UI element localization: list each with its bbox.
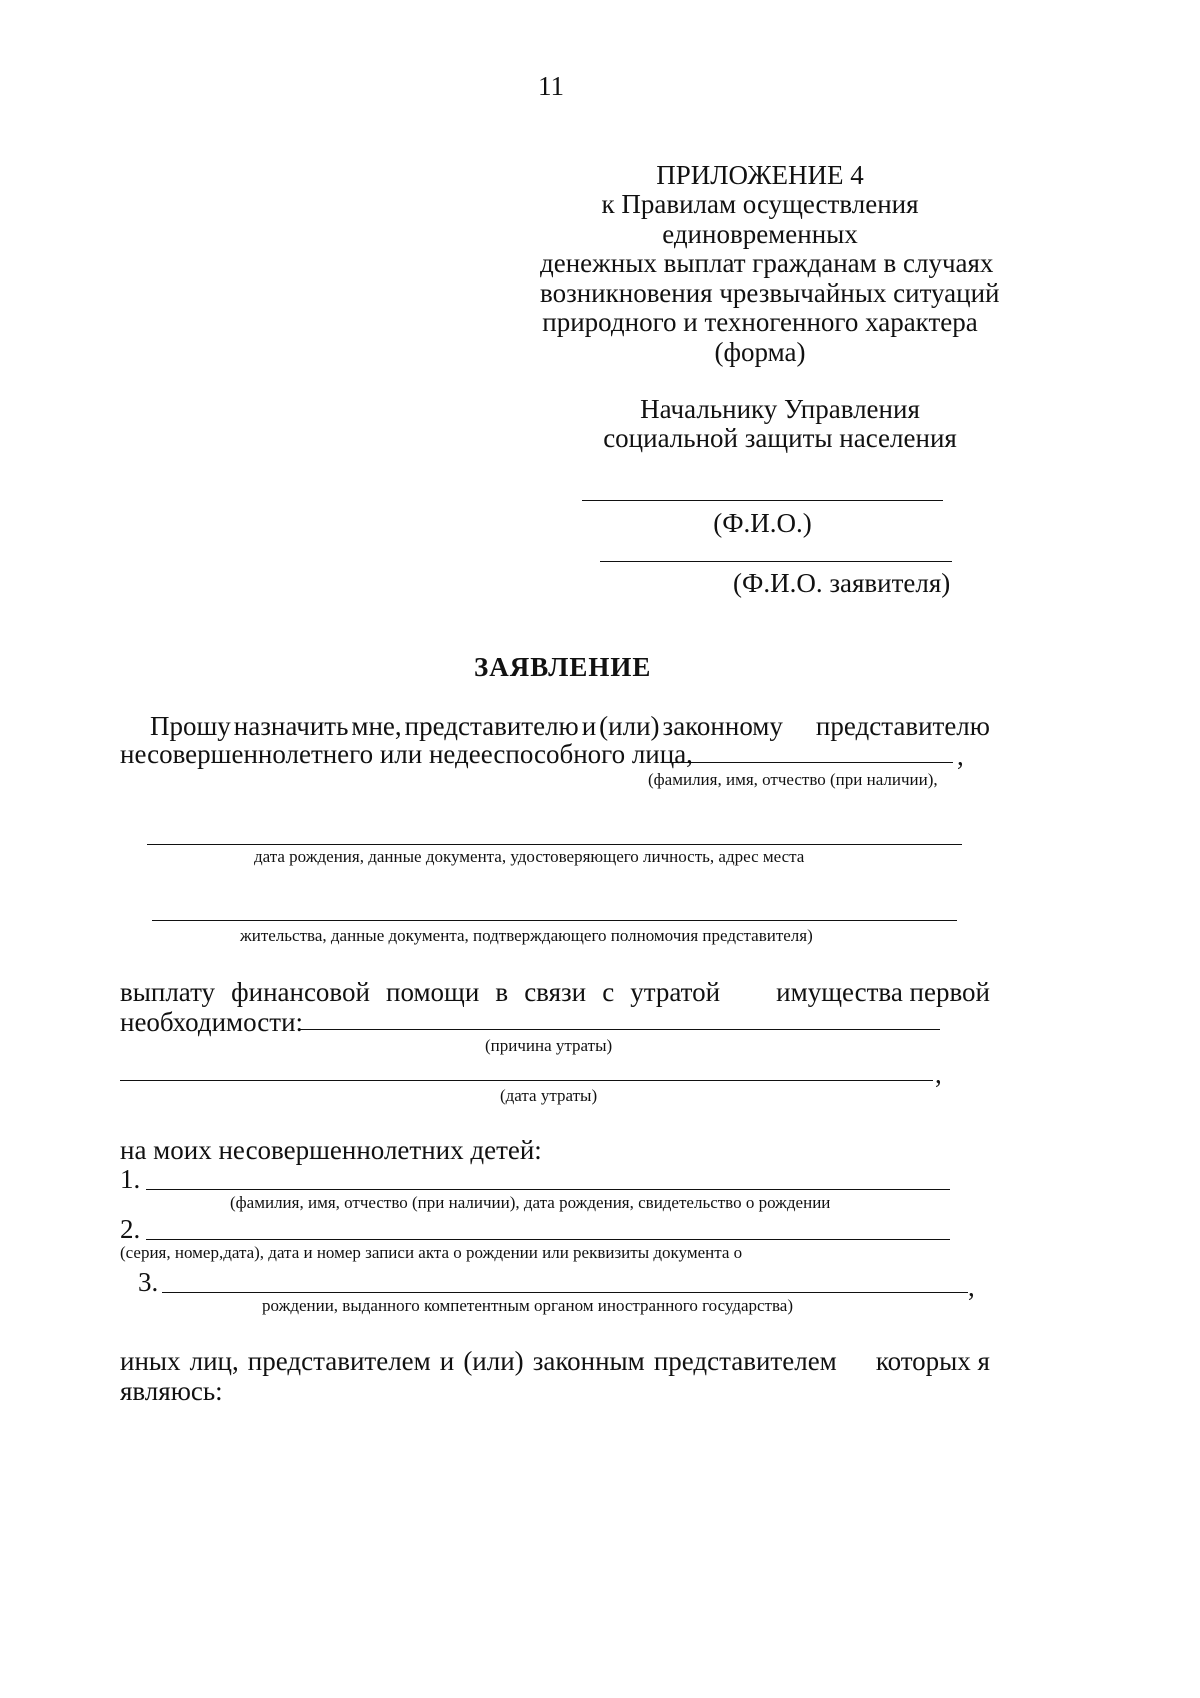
comma: , bbox=[968, 1272, 975, 1302]
document-title: ЗАЯВЛЕНИЕ bbox=[474, 652, 652, 682]
payment-line bbox=[120, 976, 990, 1008]
loss-date-blank[interactable] bbox=[120, 1080, 933, 1081]
other-word: иных bbox=[120, 1346, 181, 1376]
applicant-blank-line[interactable] bbox=[600, 561, 952, 562]
intro-word: мне, bbox=[351, 711, 402, 741]
payment-word: помощи bbox=[386, 977, 480, 1007]
other-word: (или) bbox=[463, 1346, 524, 1376]
caption-child-1: (фамилия, имя, отчество (при наличии), дата рождения, свидетельство о рождении bbox=[230, 1193, 831, 1212]
residence-blank[interactable] bbox=[152, 920, 957, 921]
addressee-line: социальной защиты населения bbox=[603, 423, 957, 453]
intro-word: представителю bbox=[404, 711, 579, 741]
loss-reason-blank[interactable] bbox=[300, 1029, 940, 1030]
person-name-blank[interactable] bbox=[665, 762, 953, 763]
appendix-line: единовременных bbox=[662, 219, 858, 249]
payment-word: имущества первой bbox=[776, 977, 990, 1007]
page-number: 11 bbox=[538, 71, 564, 101]
appendix-line: к Правилам осуществления bbox=[601, 189, 919, 219]
comma: , bbox=[957, 741, 964, 771]
caption-birth: дата рождения, данные документа, удостоверяющего личность, адрес места bbox=[254, 847, 805, 866]
caption-reason: (причина утраты) bbox=[485, 1036, 613, 1055]
other-word: законным bbox=[532, 1346, 645, 1376]
payment-word: в bbox=[495, 977, 509, 1007]
birth-data-blank[interactable] bbox=[147, 844, 962, 845]
other-word: которых я bbox=[875, 1346, 990, 1376]
intro-word: назначить bbox=[233, 711, 349, 741]
caption-child-3: рождении, выданного компетентным органом иностранного государства) bbox=[262, 1296, 793, 1315]
payment-word: с bbox=[602, 977, 615, 1007]
caption-child-2: (серия, номер,дата), дата и номер записи акта о рождении или реквизиты документа о bbox=[120, 1243, 743, 1262]
payment-word: выплату bbox=[120, 977, 216, 1007]
caption-fio: (фамилия, имя, отчество (при наличии), bbox=[648, 770, 938, 789]
child-number: 1. bbox=[120, 1164, 141, 1194]
appendix-line: (форма) bbox=[714, 337, 806, 367]
intro-word: и bbox=[581, 711, 597, 741]
intro-word: законному bbox=[662, 711, 783, 741]
necessity-label: необходимости: bbox=[120, 1007, 304, 1037]
fio-blank-line[interactable] bbox=[582, 500, 943, 501]
payment-word: утратой bbox=[630, 977, 721, 1007]
intro-line-2: несовершеннолетнего или недееспособного лица, bbox=[120, 739, 693, 769]
child-1-blank[interactable] bbox=[146, 1189, 950, 1190]
child-number: 3. bbox=[138, 1267, 159, 1297]
caption-date: (дата утраты) bbox=[500, 1086, 598, 1105]
appendix-line: ПРИЛОЖЕНИЕ 4 bbox=[656, 160, 864, 190]
other-word: представителем bbox=[653, 1346, 837, 1376]
payment-word: финансовой bbox=[231, 977, 370, 1007]
comma: , bbox=[935, 1059, 942, 1089]
caption-residence: жительства, данные документа, подтверждающего полномочия представителя) bbox=[240, 926, 813, 945]
other-word: лиц, bbox=[189, 1346, 239, 1376]
child-3-blank[interactable] bbox=[162, 1292, 968, 1293]
child-2-blank[interactable] bbox=[146, 1239, 950, 1240]
appendix-line: природного и техногенного характера bbox=[542, 307, 978, 337]
other-word: и bbox=[439, 1346, 455, 1376]
addressee-line: Начальнику Управления bbox=[640, 394, 920, 424]
child-number: 2. bbox=[120, 1214, 141, 1244]
children-label: на моих несовершеннолетних детей: bbox=[120, 1135, 542, 1165]
payment-word: связи bbox=[524, 977, 587, 1007]
intro-word: (или) bbox=[599, 711, 660, 741]
appendix-line: возникновения чрезвычайных ситуаций bbox=[540, 278, 1000, 308]
applicant-caption: (Ф.И.О. заявителя) bbox=[733, 568, 951, 598]
intro-word: Прошу bbox=[150, 711, 231, 741]
appendix-line: денежных выплат гражданам в случаях bbox=[540, 248, 994, 278]
intro-word: представителю bbox=[815, 711, 990, 741]
fio-caption: (Ф.И.О.) bbox=[713, 508, 812, 538]
other-persons-line bbox=[120, 1345, 990, 1377]
other-persons-line-2: являюсь: bbox=[120, 1376, 223, 1406]
other-word: представителем bbox=[247, 1346, 431, 1376]
